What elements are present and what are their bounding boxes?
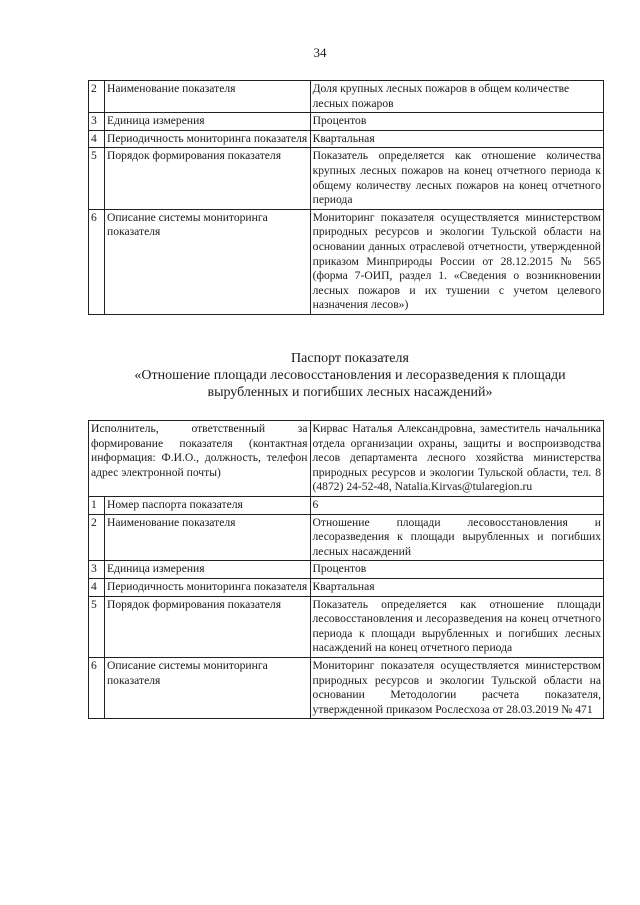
row-value: 6 bbox=[310, 496, 603, 514]
passport-heading bbox=[80, 350, 620, 401]
row-number: 6 bbox=[89, 657, 105, 718]
row-label: Наименование показателя bbox=[104, 514, 310, 561]
row-label: Наименование показателя bbox=[104, 81, 310, 113]
row-label: Порядок формирования показателя bbox=[104, 148, 310, 209]
table-row bbox=[89, 496, 604, 514]
table-row bbox=[89, 130, 604, 148]
row-value: Показатель определяется как отношение количества крупных лесных пожаров на конец отчетного периода к общему количеству лесных пожаров на конец отчетного периода bbox=[310, 148, 603, 209]
executor-value: Кирвас Наталья Александровна, заместитель начальника отдела организации охраны, защиты и воспроизводства лесов департамента лесного хозяйства министерства природных ресурсов и экологии Тульской области, тел. 8 (4872) 24-52-48, Natalia.Kirvas@tularegion.ru bbox=[310, 421, 603, 497]
table-row bbox=[89, 596, 604, 657]
table-row bbox=[89, 561, 604, 579]
row-value: Мониторинг показателя осуществляется министерством природных ресурсов и экологии Тульской области на основании данных отраслевой отчетности, утвержденной приказом Минприроды России от 28.12.2015 № 565 (форма 7-ОИП, раздел 1. «Сведения о возникновении лесных пожаров и их тушении с учетом целевого назначения лесов») bbox=[310, 209, 603, 314]
row-number: 6 bbox=[89, 209, 105, 314]
indicator-title-line-1: «Отношение площади лесовосстановления и лесоразведения к площади bbox=[134, 368, 566, 383]
row-label: Описание системы мониторинга показателя bbox=[104, 209, 310, 314]
row-number: 5 bbox=[89, 148, 105, 209]
executor-label: Исполнитель, ответственный за формирование показателя (контактная информация: Ф.И.О., должность, телефон адрес электронной почты) bbox=[89, 421, 311, 497]
row-number: 4 bbox=[89, 130, 105, 148]
row-number: 3 bbox=[89, 113, 105, 131]
row-number: 2 bbox=[89, 514, 105, 561]
table-row bbox=[89, 657, 604, 718]
row-label: Порядок формирования показателя bbox=[104, 596, 310, 657]
table-row bbox=[89, 578, 604, 596]
row-label: Периодичность мониторинга показателя bbox=[104, 130, 310, 148]
row-number: 3 bbox=[89, 561, 105, 579]
page-number: 34 bbox=[313, 45, 327, 60]
row-number: 5 bbox=[89, 596, 105, 657]
row-value: Квартальная bbox=[310, 578, 603, 596]
row-label: Номер паспорта показателя bbox=[104, 496, 310, 514]
row-label: Описание системы мониторинга показателя bbox=[104, 657, 310, 718]
indicator-passport-table bbox=[88, 420, 604, 719]
row-value: Отношение площади лесовосстановления и лесоразведения к площади вырубленных и погибших лесных насаждений bbox=[310, 514, 603, 561]
passport-title: Паспорт показателя bbox=[291, 351, 409, 366]
indicator-title-line-2: вырубленных и погибших лесных насаждений» bbox=[207, 385, 493, 400]
table-row bbox=[89, 514, 604, 561]
table-row bbox=[89, 113, 604, 131]
table-row bbox=[89, 209, 604, 314]
table-row-executor bbox=[89, 421, 604, 497]
row-value: Процентов bbox=[310, 561, 603, 579]
table-row bbox=[89, 81, 604, 113]
row-number: 4 bbox=[89, 578, 105, 596]
row-value: Показатель определяется как отношение площади лесовосстановления и лесоразведения на конец отчетного периода к площади вырубленных и погибших лесных насаждений на конец отчетного периода bbox=[310, 596, 603, 657]
row-label: Единица измерения bbox=[104, 113, 310, 131]
table-row bbox=[89, 148, 604, 209]
row-number: 1 bbox=[89, 496, 105, 514]
row-number: 2 bbox=[89, 81, 105, 113]
row-label: Периодичность мониторинга показателя bbox=[104, 578, 310, 596]
indicator-table-continued bbox=[88, 80, 604, 315]
row-value: Процентов bbox=[310, 113, 603, 131]
row-value: Квартальная bbox=[310, 130, 603, 148]
row-value: Доля крупных лесных пожаров в общем количестве лесных пожаров bbox=[310, 81, 603, 113]
row-label: Единица измерения bbox=[104, 561, 310, 579]
row-value: Мониторинг показателя осуществляется министерством природных ресурсов и экологии Тульской области на основании Методологии расчета показателя, утвержденной приказом Рослесхоза от 28.03.2019 № 471 bbox=[310, 657, 603, 718]
